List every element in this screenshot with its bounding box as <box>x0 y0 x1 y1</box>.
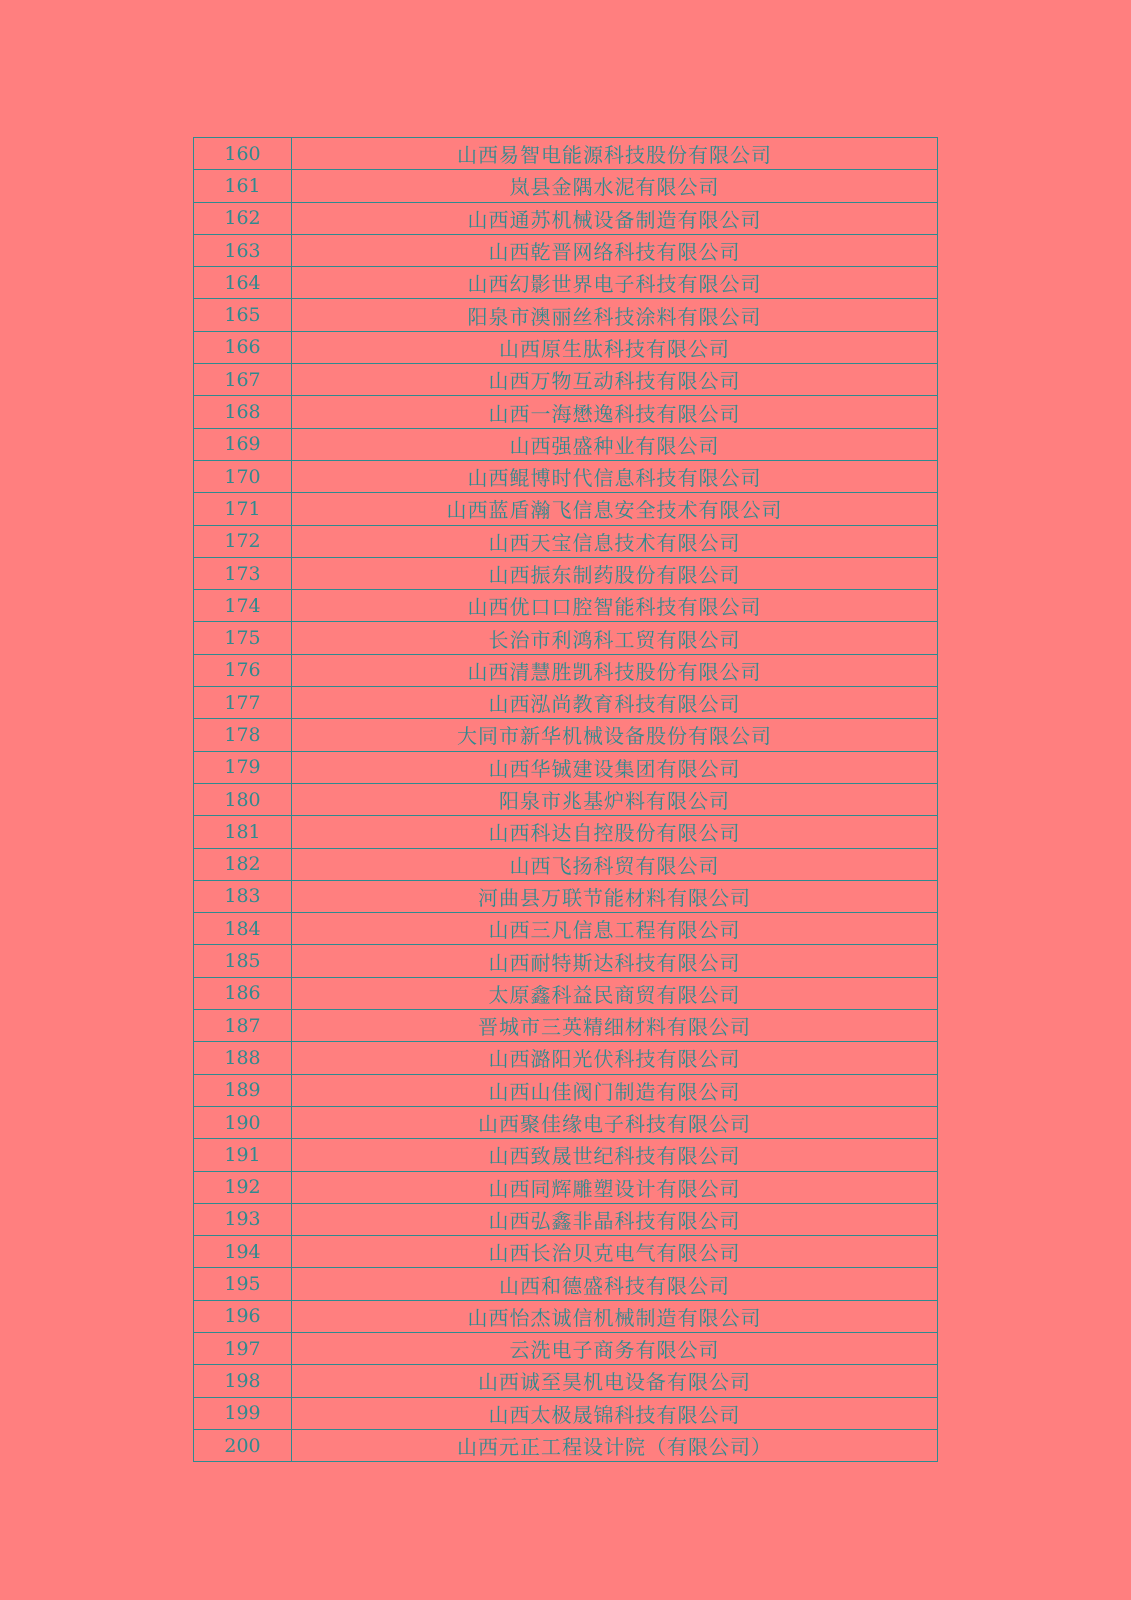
table-row <box>194 1332 938 1364</box>
table-row <box>194 1171 938 1203</box>
company-name-cell: 山西天宝信息技术有限公司 <box>292 525 938 557</box>
row-number-cell: 180 <box>194 783 292 815</box>
row-number-cell: 195 <box>194 1268 292 1300</box>
company-name-cell: 山西山佳阀门制造有限公司 <box>292 1074 938 1106</box>
table-row <box>194 428 938 460</box>
row-number-cell: 194 <box>194 1236 292 1268</box>
company-name-cell: 山西怡杰诚信机械制造有限公司 <box>292 1300 938 1332</box>
row-number-cell: 174 <box>194 590 292 622</box>
table-row <box>194 170 938 202</box>
table-row <box>194 1365 938 1397</box>
table-row <box>194 1203 938 1235</box>
table-body <box>194 138 938 1462</box>
row-number-cell: 193 <box>194 1203 292 1235</box>
row-number-cell: 176 <box>194 654 292 686</box>
row-number-cell: 167 <box>194 364 292 396</box>
company-name-cell: 山西诚至昊机电设备有限公司 <box>292 1365 938 1397</box>
row-number-cell: 192 <box>194 1171 292 1203</box>
table-row <box>194 783 938 815</box>
table-row <box>194 590 938 622</box>
table-row <box>194 1429 938 1461</box>
company-name-cell: 阳泉市兆基炉料有限公司 <box>292 783 938 815</box>
table-row <box>194 364 938 396</box>
table-row <box>194 977 938 1009</box>
company-name-cell: 山西强盛种业有限公司 <box>292 428 938 460</box>
company-name-cell: 山西太极晟锦科技有限公司 <box>292 1397 938 1429</box>
table-row <box>194 816 938 848</box>
table-row <box>194 396 938 428</box>
company-name-cell: 山西万物互动科技有限公司 <box>292 364 938 396</box>
company-name-cell: 岚县金隅水泥有限公司 <box>292 170 938 202</box>
table-row <box>194 654 938 686</box>
company-name-cell: 山西弘鑫非晶科技有限公司 <box>292 1203 938 1235</box>
company-name-cell: 山西一海懋逸科技有限公司 <box>292 396 938 428</box>
company-name-cell: 山西元正工程设计院（有限公司） <box>292 1429 938 1461</box>
table-row <box>194 1139 938 1171</box>
table-row <box>194 234 938 266</box>
company-name-cell: 太原鑫科益民商贸有限公司 <box>292 977 938 1009</box>
company-name-cell: 山西泓尚教育科技有限公司 <box>292 687 938 719</box>
company-name-cell: 阳泉市澳丽丝科技涂料有限公司 <box>292 299 938 331</box>
row-number-cell: 188 <box>194 1042 292 1074</box>
company-name-cell: 晋城市三英精细材料有限公司 <box>292 1010 938 1042</box>
company-name-cell: 山西和德盛科技有限公司 <box>292 1268 938 1300</box>
row-number-cell: 163 <box>194 234 292 266</box>
row-number-cell: 189 <box>194 1074 292 1106</box>
row-number-cell: 198 <box>194 1365 292 1397</box>
row-number-cell: 178 <box>194 719 292 751</box>
row-number-cell: 183 <box>194 880 292 912</box>
row-number-cell: 191 <box>194 1139 292 1171</box>
table-row <box>194 880 938 912</box>
row-number-cell: 161 <box>194 170 292 202</box>
row-number-cell: 166 <box>194 331 292 363</box>
company-name-cell: 山西优口口腔智能科技有限公司 <box>292 590 938 622</box>
row-number-cell: 169 <box>194 428 292 460</box>
company-name-cell: 山西华铖建设集团有限公司 <box>292 751 938 783</box>
company-name-cell: 大同市新华机械设备股份有限公司 <box>292 719 938 751</box>
company-list-table <box>193 137 938 1462</box>
table-row <box>194 1074 938 1106</box>
table-row <box>194 1300 938 1332</box>
row-number-cell: 187 <box>194 1010 292 1042</box>
company-name-cell: 山西飞扬科贸有限公司 <box>292 848 938 880</box>
company-name-cell: 云洗电子商务有限公司 <box>292 1332 938 1364</box>
company-name-cell: 山西清慧胜凯科技股份有限公司 <box>292 654 938 686</box>
table-row <box>194 622 938 654</box>
row-number-cell: 165 <box>194 299 292 331</box>
table-row <box>194 460 938 492</box>
table-row <box>194 557 938 589</box>
row-number-cell: 184 <box>194 913 292 945</box>
row-number-cell: 200 <box>194 1429 292 1461</box>
table-row <box>194 719 938 751</box>
row-number-cell: 186 <box>194 977 292 1009</box>
row-number-cell: 190 <box>194 1106 292 1138</box>
row-number-cell: 177 <box>194 687 292 719</box>
row-number-cell: 162 <box>194 202 292 234</box>
table-row <box>194 1010 938 1042</box>
row-number-cell: 160 <box>194 138 292 170</box>
row-number-cell: 199 <box>194 1397 292 1429</box>
table-row <box>194 1397 938 1429</box>
table-row <box>194 138 938 170</box>
table-row <box>194 202 938 234</box>
company-name-cell: 山西幻影世界电子科技有限公司 <box>292 267 938 299</box>
row-number-cell: 172 <box>194 525 292 557</box>
company-name-cell: 山西致晟世纪科技有限公司 <box>292 1139 938 1171</box>
company-name-cell: 山西通苏机械设备制造有限公司 <box>292 202 938 234</box>
row-number-cell: 170 <box>194 460 292 492</box>
table-row <box>194 331 938 363</box>
company-name-cell: 山西鲲博时代信息科技有限公司 <box>292 460 938 492</box>
table-row <box>194 267 938 299</box>
row-number-cell: 197 <box>194 1332 292 1364</box>
company-name-cell: 长治市利鸿科工贸有限公司 <box>292 622 938 654</box>
row-number-cell: 171 <box>194 493 292 525</box>
table-row <box>194 1106 938 1138</box>
row-number-cell: 181 <box>194 816 292 848</box>
table-row <box>194 751 938 783</box>
company-name-cell: 山西原生肽科技有限公司 <box>292 331 938 363</box>
table-row <box>194 1268 938 1300</box>
row-number-cell: 175 <box>194 622 292 654</box>
company-name-cell: 山西潞阳光伏科技有限公司 <box>292 1042 938 1074</box>
table-row <box>194 848 938 880</box>
table-row <box>194 1042 938 1074</box>
table-row <box>194 687 938 719</box>
company-name-cell: 山西三凡信息工程有限公司 <box>292 913 938 945</box>
company-name-cell: 山西耐特斯达科技有限公司 <box>292 945 938 977</box>
table-row <box>194 299 938 331</box>
company-name-cell: 山西长治贝克电气有限公司 <box>292 1236 938 1268</box>
table-row <box>194 945 938 977</box>
company-name-cell: 山西蓝盾瀚飞信息安全技术有限公司 <box>292 493 938 525</box>
company-name-cell: 山西聚佳缘电子科技有限公司 <box>292 1106 938 1138</box>
company-name-cell: 河曲县万联节能材料有限公司 <box>292 880 938 912</box>
company-name-cell: 山西乾晋网络科技有限公司 <box>292 234 938 266</box>
company-name-cell: 山西易智电能源科技股份有限公司 <box>292 138 938 170</box>
company-name-cell: 山西振东制药股份有限公司 <box>292 557 938 589</box>
row-number-cell: 173 <box>194 557 292 589</box>
row-number-cell: 185 <box>194 945 292 977</box>
row-number-cell: 182 <box>194 848 292 880</box>
table-row <box>194 1236 938 1268</box>
row-number-cell: 168 <box>194 396 292 428</box>
row-number-cell: 164 <box>194 267 292 299</box>
company-name-cell: 山西科达自控股份有限公司 <box>292 816 938 848</box>
table-row <box>194 525 938 557</box>
table-row <box>194 913 938 945</box>
row-number-cell: 179 <box>194 751 292 783</box>
table-row <box>194 493 938 525</box>
row-number-cell: 196 <box>194 1300 292 1332</box>
company-name-cell: 山西同辉雕塑设计有限公司 <box>292 1171 938 1203</box>
